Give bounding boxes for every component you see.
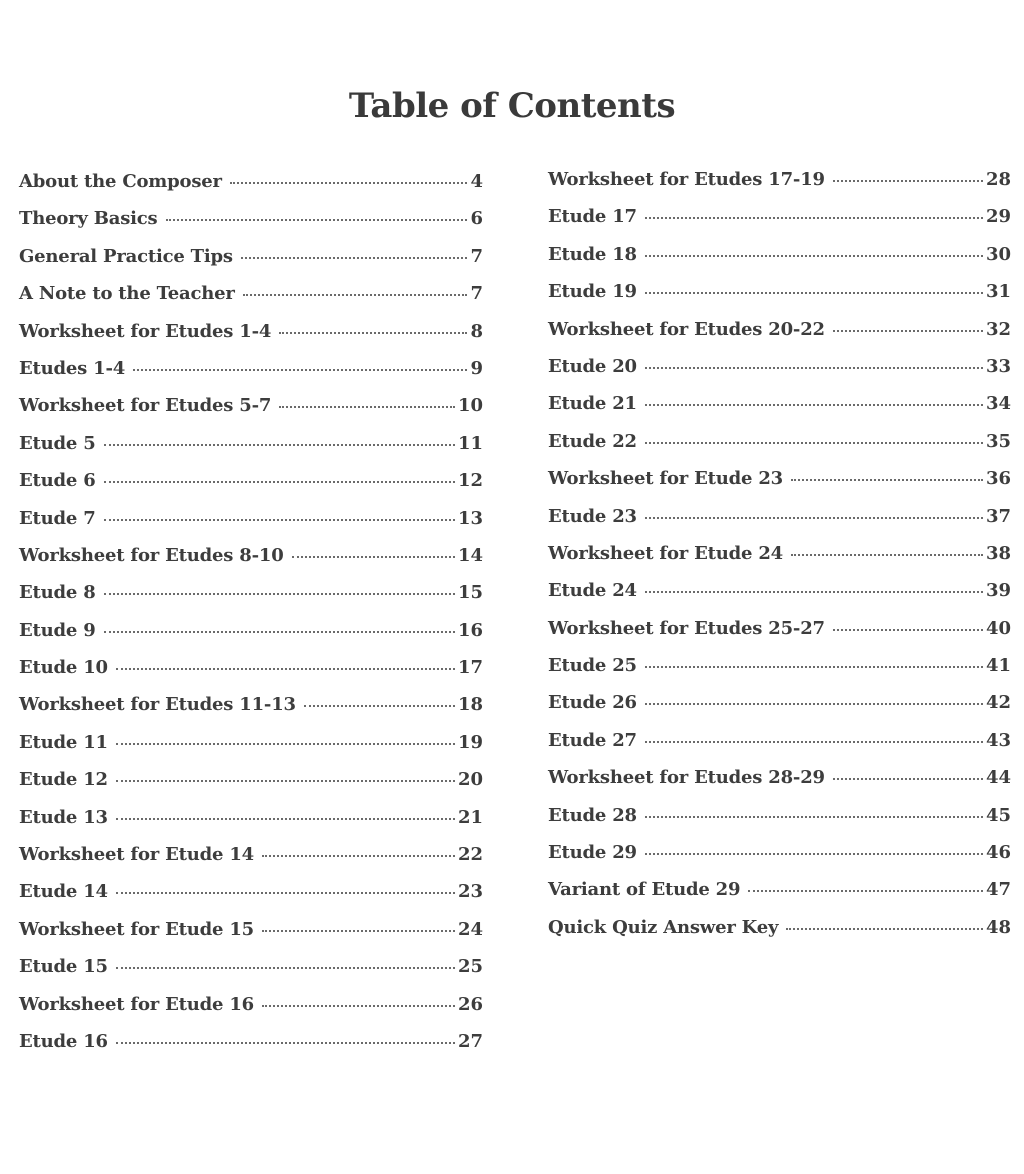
toc-entry-title: Etude 15	[19, 956, 108, 978]
dot-leader	[116, 892, 455, 894]
toc-entry-title: Etude 29	[548, 842, 637, 864]
dot-leader	[262, 930, 455, 932]
toc-entry	[548, 879, 1011, 916]
dot-leader	[104, 519, 455, 521]
dot-leader	[116, 780, 455, 782]
toc-entry-page-number: 4	[470, 171, 483, 192]
toc-entry-page-number: 41	[985, 655, 1011, 677]
toc-entry-page-number: 34	[985, 393, 1011, 415]
dot-leader	[833, 629, 983, 631]
toc-entry	[19, 881, 483, 918]
toc-entry-title: Worksheet for Etudes 28-29	[548, 767, 825, 789]
toc-entry	[19, 208, 483, 245]
dot-leader	[786, 928, 983, 930]
dot-leader	[116, 668, 455, 670]
toc-entry-title: Worksheet for Etudes 1-4	[19, 320, 272, 342]
toc-entry-page-number: 27	[457, 1030, 483, 1052]
dot-leader	[104, 631, 455, 633]
toc-entry-title: Variant of Etude 29	[548, 879, 741, 901]
toc-entry-page-number: 26	[457, 993, 483, 1015]
toc-entry	[548, 692, 1011, 729]
toc-entry-title: Etude 18	[548, 243, 637, 265]
toc-entry-page-number: 14	[457, 544, 483, 566]
toc-entry-title: Etude 7	[19, 507, 96, 529]
toc-entry	[19, 433, 483, 470]
toc-entry-page-number: 44	[985, 767, 1011, 789]
toc-entry	[548, 655, 1011, 692]
toc-entry-title: Etude 21	[548, 393, 637, 415]
dot-leader	[833, 330, 983, 332]
toc-entry-page-number: 22	[457, 844, 483, 866]
toc-entry	[548, 767, 1011, 804]
toc-entry	[19, 508, 483, 545]
toc-entry-title: Etude 12	[19, 769, 108, 791]
toc-entry-page-number: 9	[470, 357, 483, 379]
toc-entry-title: Worksheet for Etudes 25-27	[548, 617, 825, 639]
toc-entry-title: Etude 23	[548, 505, 637, 527]
toc-entry-title: Worksheet for Etude 15	[19, 918, 254, 940]
toc-entry	[548, 206, 1011, 243]
toc-entry	[19, 171, 483, 208]
toc-entry-page-number: 16	[457, 619, 483, 641]
dot-leader	[791, 479, 983, 481]
toc-entry-page-number: 15	[457, 582, 483, 604]
toc-entry	[548, 506, 1011, 543]
toc-entry	[19, 1031, 483, 1068]
dot-leader	[116, 967, 455, 969]
toc-entry-title: Etude 8	[19, 582, 96, 604]
dot-leader	[304, 705, 455, 707]
dot-leader	[104, 444, 455, 446]
dot-leader	[645, 816, 983, 818]
toc-entry-page-number: 35	[985, 430, 1011, 452]
toc-entry-page-number: 18	[457, 694, 483, 716]
dot-leader	[230, 182, 468, 184]
toc-entry-page-number: 8	[470, 320, 483, 342]
toc-entry-page-number: 12	[457, 470, 483, 492]
toc-entry	[19, 956, 483, 993]
toc-entry	[548, 543, 1011, 580]
toc-entry	[19, 657, 483, 694]
toc-entry	[19, 246, 483, 283]
toc-entry-page-number: 20	[457, 769, 483, 791]
toc-entry	[548, 393, 1011, 430]
dot-leader	[166, 219, 468, 221]
dot-leader	[645, 666, 983, 668]
toc-entry	[19, 358, 483, 395]
toc-entry	[548, 244, 1011, 281]
dot-leader	[133, 369, 467, 371]
toc-entry-title: Etude 10	[19, 657, 108, 679]
toc-entry-page-number: 6	[470, 208, 483, 230]
dot-leader	[645, 741, 983, 743]
toc-entry-page-number: 38	[985, 542, 1011, 564]
toc-entry-page-number: 23	[457, 881, 483, 903]
page-title: Table of Contents	[348, 86, 676, 126]
dot-leader	[262, 855, 455, 857]
toc-entry-title: Etude 19	[548, 281, 637, 303]
toc-entry-title: Worksheet for Etude 23	[548, 468, 783, 490]
toc-entry	[548, 805, 1011, 842]
toc-entry-title: Etude 6	[19, 470, 96, 492]
toc-entry-title: Etude 22	[548, 430, 637, 452]
toc-entry-page-number: 43	[985, 729, 1011, 751]
toc-entry	[548, 580, 1011, 617]
toc-entry-page-number: 45	[985, 804, 1011, 826]
dot-leader	[833, 180, 983, 182]
toc-entry-title: Etude 13	[19, 806, 108, 828]
toc-entry-page-number: 17	[457, 657, 483, 679]
toc-entry	[548, 618, 1011, 655]
toc-entry-title: About the Composer	[19, 171, 222, 192]
toc-entry-page-number: 7	[470, 283, 483, 305]
toc-entry	[19, 694, 483, 731]
toc-entry-title: Etude 11	[19, 731, 108, 753]
dot-leader	[645, 703, 983, 705]
toc-entry-title: Worksheet for Etude 16	[19, 993, 254, 1015]
dot-leader	[645, 853, 983, 855]
toc-entry-page-number: 31	[985, 281, 1011, 303]
toc-entry	[548, 356, 1011, 393]
toc-entry-title: Etudes 1-4	[19, 357, 126, 379]
toc-entry-title: Etude 20	[548, 355, 637, 377]
dot-leader	[292, 556, 455, 558]
toc-entry-title: Etude 14	[19, 881, 108, 903]
toc-entry	[19, 732, 483, 769]
toc-entry-page-number: 42	[985, 692, 1011, 714]
dot-leader	[833, 778, 983, 780]
dot-leader	[645, 292, 983, 294]
toc-entry	[19, 844, 483, 881]
toc-entry-title: Worksheet for Etudes 5-7	[19, 395, 272, 417]
toc-entry-title: Etude 27	[548, 729, 637, 751]
dot-leader	[104, 593, 455, 595]
toc-entry-page-number: 48	[985, 916, 1011, 938]
toc-entry-title: Etude 5	[19, 432, 96, 454]
dot-leader	[645, 442, 983, 444]
toc-entry-page-number: 37	[985, 505, 1011, 527]
toc-entry-page-number: 19	[457, 731, 483, 753]
toc-entry-title: Worksheet for Etudes 20-22	[548, 318, 825, 340]
toc-entry	[548, 319, 1011, 356]
dot-leader	[645, 217, 983, 219]
toc-entry	[19, 470, 483, 507]
toc-entry-page-number: 25	[457, 956, 483, 978]
toc-entry-page-number: 36	[985, 468, 1011, 490]
dot-leader	[645, 517, 983, 519]
toc-entry-title: Etude 25	[548, 655, 637, 677]
toc-entry-page-number: 13	[457, 507, 483, 529]
toc-entry	[548, 431, 1011, 468]
toc-entry-page-number: 11	[457, 432, 483, 454]
toc-entry	[548, 281, 1011, 318]
toc-entry-title: Worksheet for Etude 24	[548, 542, 783, 564]
toc-entry-title: Etude 28	[548, 804, 637, 826]
toc-entry-title: Etude 16	[19, 1030, 108, 1052]
toc-entry	[19, 769, 483, 806]
toc-entry	[19, 994, 483, 1031]
toc-entry-title: Etude 9	[19, 619, 96, 641]
toc-entry-title: General Practice Tips	[19, 245, 233, 267]
toc-entry-page-number: 21	[457, 806, 483, 828]
toc-entry-title: Worksheet for Etudes 8-10	[19, 544, 284, 566]
toc-entry-title: Etude 17	[548, 206, 637, 228]
toc-entry	[19, 545, 483, 582]
toc-entry	[19, 620, 483, 657]
dot-leader	[104, 481, 455, 483]
dot-leader	[645, 367, 983, 369]
toc-entry-page-number: 24	[457, 918, 483, 940]
toc-entry-page-number: 40	[985, 617, 1011, 639]
dot-leader	[791, 554, 983, 556]
dot-leader	[645, 591, 983, 593]
toc-entry-page-number: 30	[985, 243, 1011, 265]
toc-entry-page-number: 46	[985, 842, 1011, 864]
toc-entry-page-number: 33	[985, 355, 1011, 377]
dot-leader	[645, 255, 983, 257]
toc-entry-page-number: 39	[985, 580, 1011, 602]
toc-entry	[19, 807, 483, 844]
toc-entry-page-number: 29	[985, 206, 1011, 228]
toc-entry-page-number: 7	[470, 245, 483, 267]
dot-leader	[262, 1005, 455, 1007]
dot-leader	[279, 406, 455, 408]
dot-leader	[279, 332, 467, 334]
toc-entry	[19, 919, 483, 956]
dot-leader	[116, 1042, 455, 1044]
dot-leader	[116, 743, 455, 745]
toc-entry-title: Quick Quiz Answer Key	[548, 916, 779, 938]
toc-column-left	[19, 171, 483, 1068]
toc-entry	[19, 582, 483, 619]
toc-entry-title: Theory Basics	[19, 208, 158, 230]
toc-entry-title: A Note to the Teacher	[19, 283, 235, 305]
toc-entry-title: Worksheet for Etudes 11-13	[19, 694, 296, 716]
dot-leader	[241, 257, 468, 259]
dot-leader	[116, 818, 455, 820]
toc-entry	[19, 283, 483, 320]
dot-leader	[645, 404, 983, 406]
toc-entry	[19, 395, 483, 432]
toc-entry-title: Worksheet for Etudes 17-19	[548, 169, 825, 190]
toc-entry	[548, 730, 1011, 767]
toc-entry-title: Etude 26	[548, 692, 637, 714]
dot-leader	[243, 294, 468, 296]
toc-entry	[548, 917, 1011, 954]
toc-entry-title: Etude 24	[548, 580, 637, 602]
dot-leader	[748, 890, 983, 892]
toc-entry	[548, 842, 1011, 879]
toc-entry-title: Worksheet for Etude 14	[19, 844, 254, 866]
toc-entry-page-number: 10	[457, 395, 483, 417]
toc-entry-page-number: 47	[985, 879, 1011, 901]
toc-entry	[548, 169, 1011, 206]
toc-column-right	[548, 169, 1011, 954]
toc-entry-page-number: 28	[985, 169, 1011, 190]
toc-entry-page-number: 32	[985, 318, 1011, 340]
toc-entry	[19, 321, 483, 358]
toc-entry	[548, 468, 1011, 505]
